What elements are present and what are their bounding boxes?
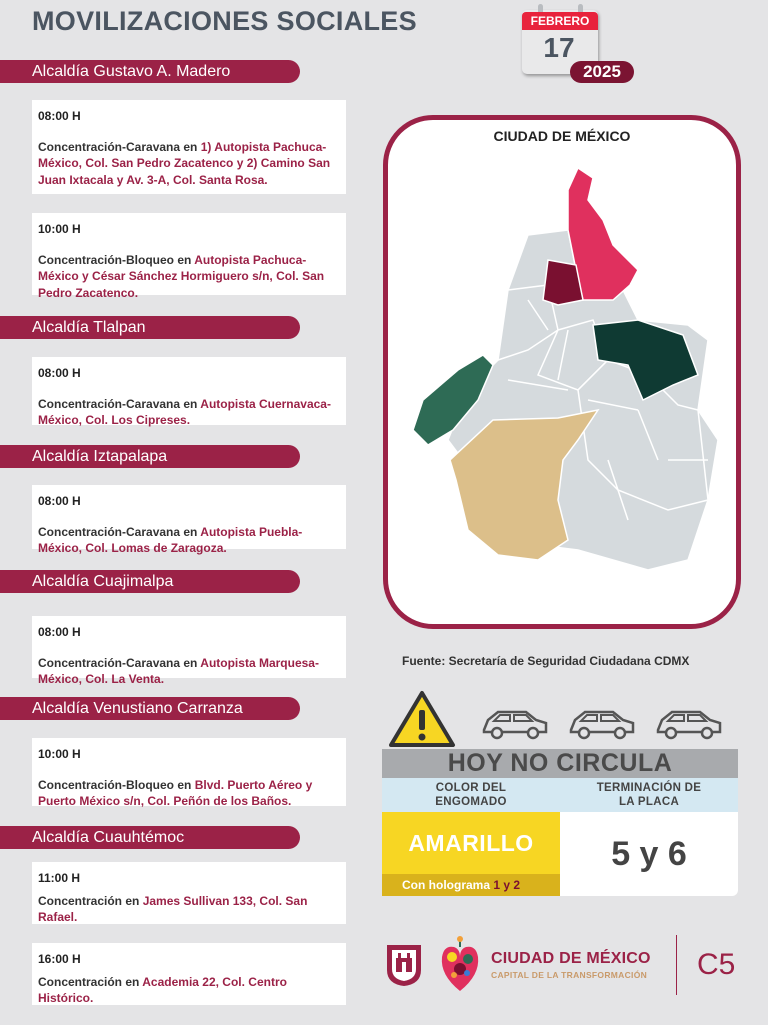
event-description (38, 252, 340, 302)
section-header-tlalpan: Alcaldía Tlalpan (0, 316, 300, 339)
city-name: CIUDAD DE MÉXICO (491, 950, 651, 967)
cdmx-map (408, 160, 728, 580)
event-type: Concentración-Bloqueo en (38, 252, 195, 267)
event-time: 08:00 H (38, 109, 81, 123)
section-header-cuauhtemoc: Alcaldía Cuauhtémoc (0, 826, 300, 849)
event-location: James Sullivan 133, Col. San Rafael. (38, 893, 308, 924)
map-region-highlight (543, 260, 583, 305)
section-header-venustiano-carranza: Alcaldía Venustiano Carranza (0, 697, 300, 720)
event-description (38, 974, 340, 1007)
hoy-no-circula-labels (382, 778, 738, 812)
event-description (38, 655, 340, 688)
event-type: Concentración-Bloqueo en (38, 777, 195, 792)
color-label: COLOR DEL ENGOMADO (435, 782, 507, 808)
hologram-values: 1 y 2 (493, 878, 521, 892)
event-time: 08:00 H (38, 494, 81, 508)
event-type: Concentración en (38, 974, 143, 989)
event-card (32, 357, 346, 425)
c5-logo: C5 (697, 948, 736, 981)
event-type: Concentración-Caravana en (38, 139, 201, 154)
calendar-month: FEBRERO (522, 12, 598, 30)
hologram-note (382, 874, 560, 896)
event-time: 08:00 H (38, 366, 81, 380)
event-description (38, 893, 340, 926)
car-icon (567, 706, 637, 742)
section-header-cuajimalpa: Alcaldía Cuajimalpa (0, 570, 300, 593)
map-title: CIUDAD DE MÉXICO (493, 128, 631, 144)
event-location: Autopista Cuernavaca-México, Col. Los Cipreses. (38, 396, 331, 427)
event-description (38, 777, 340, 810)
hologram-prefix: Con holograma (402, 878, 494, 892)
event-type: Concentración-Caravana en (38, 396, 201, 411)
event-description (38, 396, 340, 429)
event-time: 16:00 H (38, 952, 81, 966)
coat-of-arms-logo (384, 942, 424, 988)
event-description (38, 139, 340, 189)
event-type: Concentración-Caravana en (38, 655, 201, 670)
event-card (32, 213, 346, 300)
warning-icon (388, 690, 456, 748)
calendar-year: 2025 (570, 61, 634, 83)
cdmx-map-panel (383, 115, 741, 629)
event-card (32, 485, 346, 555)
page-title: MOVILIZACIONES SOCIALES (32, 6, 417, 36)
heart-emblem-logo (436, 935, 484, 995)
event-time: 11:00 H (38, 871, 81, 885)
event-card (32, 100, 346, 194)
sticker-color-box (382, 812, 560, 896)
car-icon (654, 706, 724, 742)
calendar-day: 17 (543, 32, 575, 63)
car-icon (480, 706, 550, 742)
event-card (32, 616, 346, 686)
event-location: 1) Autopista Pachuca-México, Col. San Pedro Zacatenco y 2) Camino San Juan Ixtacala y Av. 3-A, Col. Santa Rosa. (38, 139, 331, 187)
hoy-no-circula-title: HOY NO CIRCULA (382, 749, 738, 778)
sticker-color: AMARILLO (408, 830, 534, 856)
plate-label: TERMINACIÓN DE LA PLACA (596, 782, 702, 808)
section-header-gustavo-a-madero: Alcaldía Gustavo A. Madero (0, 60, 300, 83)
event-location: Autopista Puebla-México, Col. Lomas de Zaragoza. (38, 524, 303, 555)
event-location: Academia 22, Col. Centro Histórico. (38, 974, 287, 1005)
map-source: Fuente: Secretaría de Seguridad Ciudadana CDMX (402, 654, 690, 668)
event-time: 10:00 H (38, 747, 81, 761)
event-type: Concentración-Caravana en (38, 524, 201, 539)
footer-divider (676, 935, 677, 995)
event-card (32, 862, 346, 924)
event-type: Concentración en (38, 893, 143, 908)
event-location: Blvd. Puerto Aéreo y Puerto México s/n, Col. Peñón de los Baños. (38, 777, 313, 808)
event-card (32, 943, 346, 1005)
event-location: Autopista Pachuca-México y César Sánchez Hormiguero s/n, Col. San Pedro Zacatenco. (38, 252, 325, 300)
plate-endings: 5 y 6 (560, 812, 738, 896)
event-time: 10:00 H (38, 222, 81, 236)
city-tagline: CAPITAL DE LA TRANSFORMACIÓN (491, 970, 648, 980)
event-time: 08:00 H (38, 625, 81, 639)
calendar-date (520, 4, 632, 84)
event-location: Autopista Marquesa-México, Col. La Venta. (38, 655, 319, 686)
event-description (38, 524, 340, 557)
event-card (32, 738, 346, 806)
section-header-iztapalapa: Alcaldía Iztapalapa (0, 445, 300, 468)
